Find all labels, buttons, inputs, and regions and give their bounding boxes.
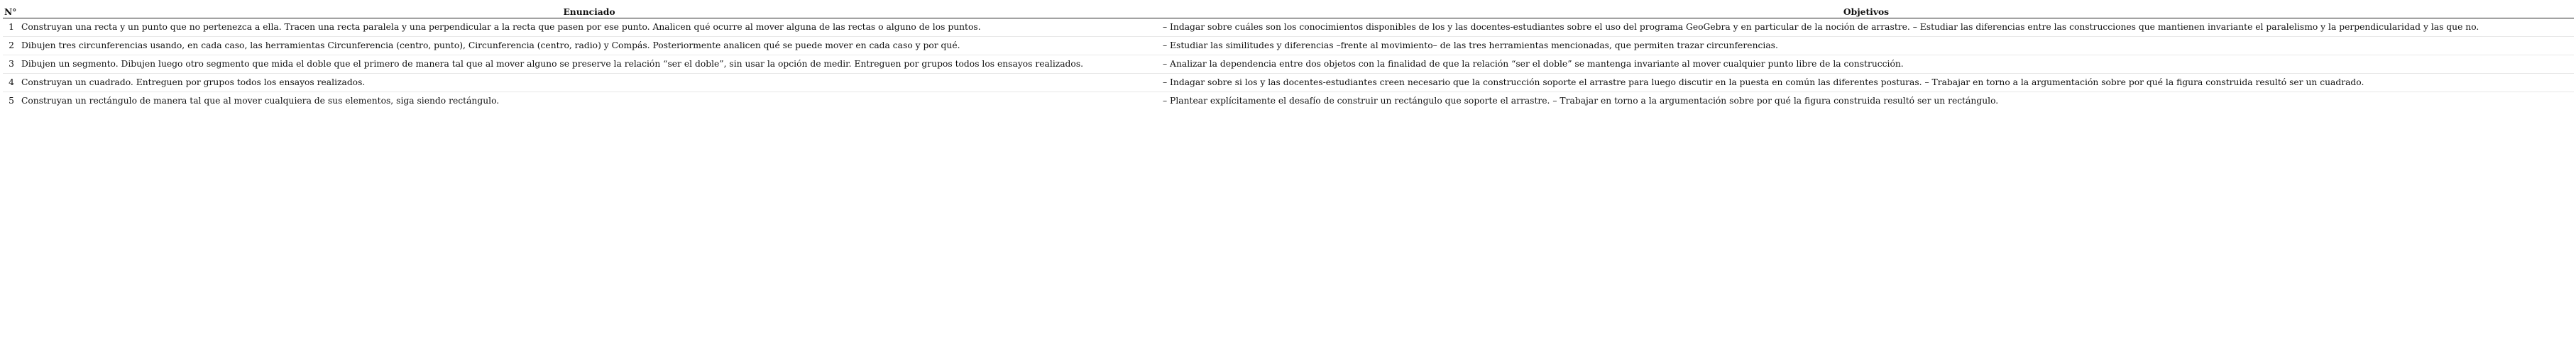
header-row (3, 6, 2574, 18)
row-number: 1 (3, 18, 20, 37)
row-enunciado: Dibujen un segmento. Dibujen luego otro segmento que mida el doble que el primero de manera tal que al mover alguno se preserve la relación “ser el doble”, sin usar la opción de medir. Entreguen por grupos todos los ensayos realizados. (20, 55, 1158, 74)
row-objetivos: – Analizar la dependencia entre dos objetos con la finalidad de que la relación “ser el doble” se mantenga invariante al mover cualquier punto libre de la construcción. (1158, 55, 2574, 74)
table-row (3, 74, 2574, 92)
table-row (3, 18, 2574, 37)
row-enunciado: Construyan una recta y un punto que no pertenezca a ella. Tracen una recta paralela y una perpendicular a la recta que pasen por ese punto. Analicen qué ocurre al mover alguna de las rectas o alguno de los puntos. (20, 18, 1158, 37)
row-objetivos: – Estudiar las similitudes y diferencias –frente al movimiento– de las tres herramientas mencionadas, que permiten trazar circunferencias. (1158, 37, 2574, 55)
table-header (3, 6, 2574, 18)
table-body (3, 18, 2574, 111)
row-number: 3 (3, 55, 20, 74)
row-objetivos: – Indagar sobre cuáles son los conocimientos disponibles de los y las docentes-estudiantes sobre el uso del programa GeoGebra y en particular de la noción de arrastre. – Estudiar las diferencias entre las construcciones que mantienen invariante el paralelismo y la perpendicularidad y las que no. (1158, 18, 2574, 37)
tasks-table (3, 6, 2574, 110)
row-enunciado: Construyan un rectángulo de manera tal que al mover cualquiera de sus elementos, siga siendo rectángulo. (21, 96, 500, 106)
row-number: 5 (9, 96, 14, 106)
header-enunciado: Enunciado (20, 6, 1158, 18)
row-number: 2 (3, 37, 20, 55)
table-row (3, 55, 2574, 74)
row-objetivos: – Plantear explícitamente el desafío de construir un rectángulo que soporte el arrastre. – Trabajar en torno a la argumentación sobre por qué la figura construida resultó ser un rectángulo. (1163, 96, 1999, 106)
table-row (3, 92, 2574, 111)
header-number: N° (3, 6, 20, 18)
row-number: 4 (3, 74, 20, 92)
row-objetivos: – Indagar sobre si los y las docentes-estudiantes creen necesario que la construcción soporte el arrastre para luego discutir en la puesta en común las diferentes posturas. – Trabajar en torno a la argumentación sobre por qué la figura construida resultó ser un cuadrado. (1158, 74, 2574, 92)
table-row (3, 37, 2574, 55)
header-objetivos: Objetivos (1158, 6, 2574, 18)
row-enunciado: Dibujen tres circunferencias usando, en cada caso, las herramientas Circunferencia (centro, punto), Circunferencia (centro, radio) y Compás. Posteriormente analicen qué se puede mover en cada caso y por qué. (20, 37, 1158, 55)
row-enunciado: Construyan un cuadrado. Entreguen por grupos todos los ensayos realizados. (20, 74, 1158, 92)
